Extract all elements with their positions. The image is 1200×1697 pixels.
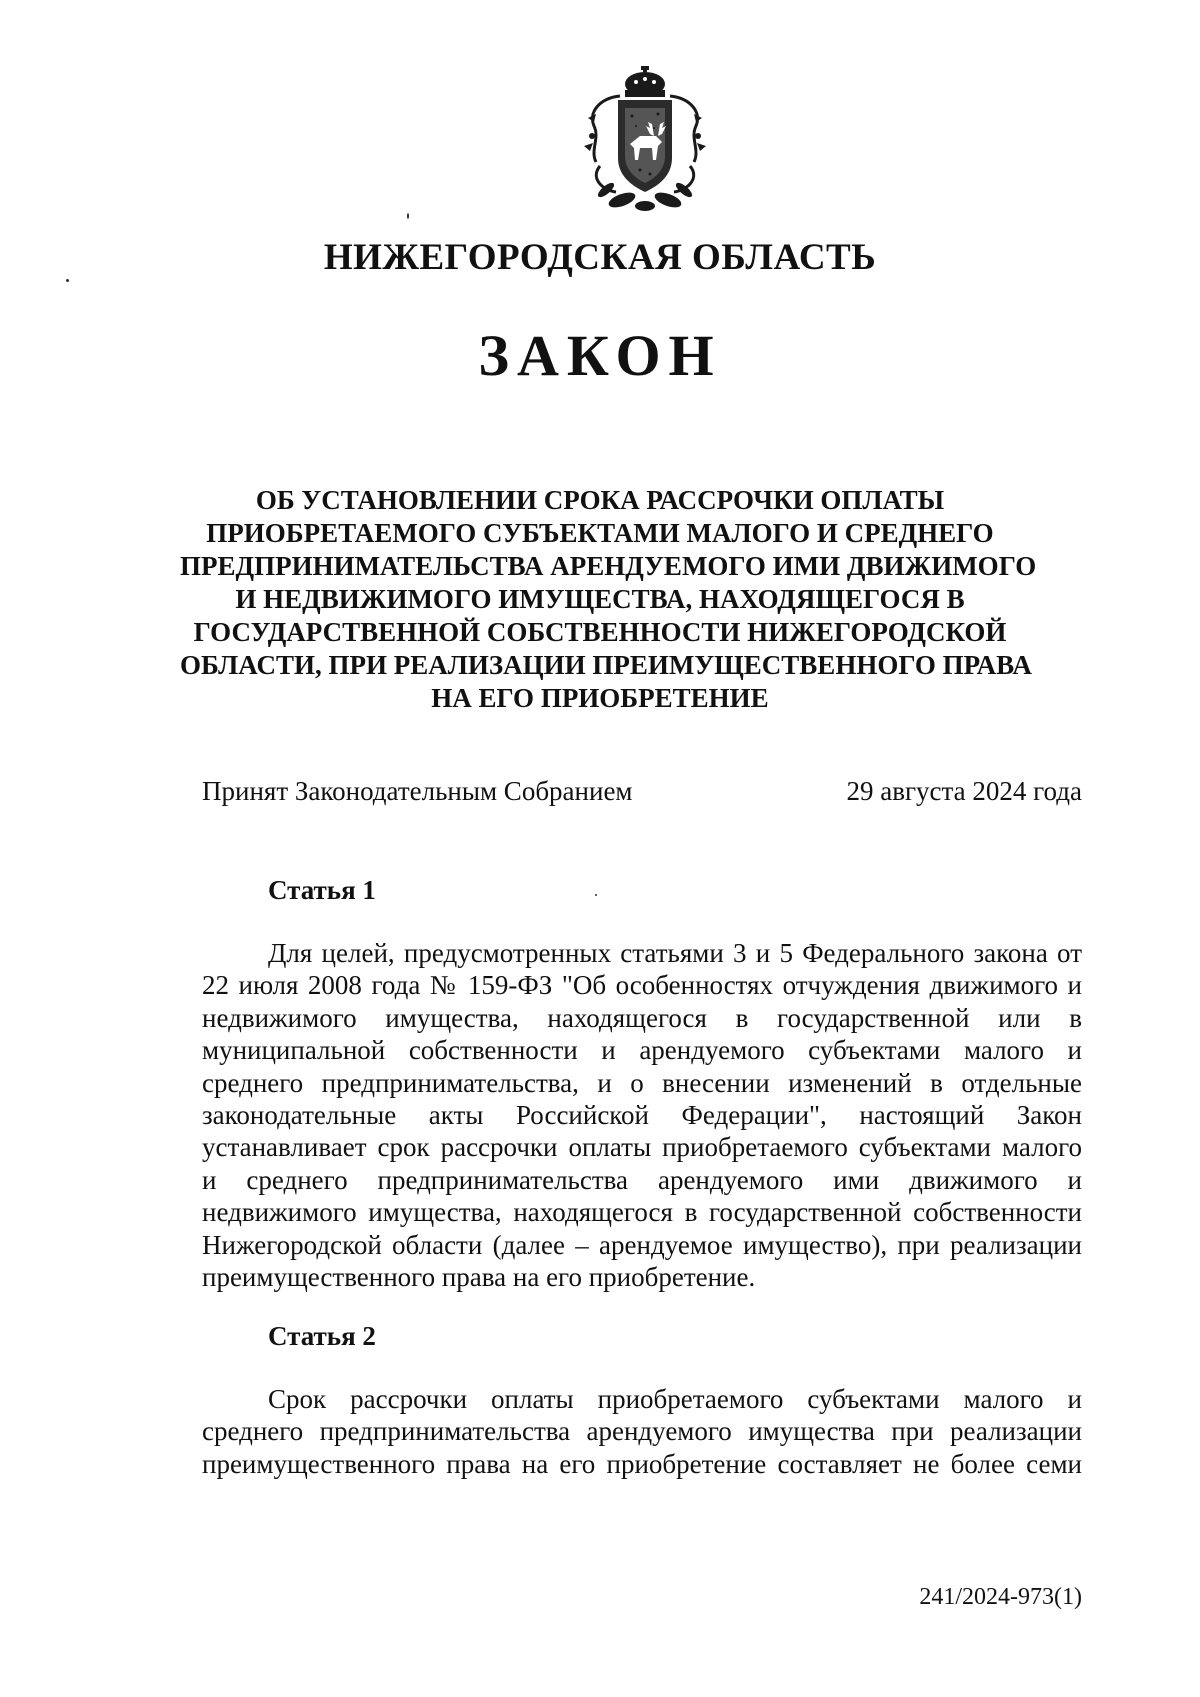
law-title-line: ОБ УСТАНОВЛЕНИИ СРОКА РАССРОЧКИ ОПЛАТЫ — [255, 485, 945, 515]
article-1-heading: Статья 1 — [268, 875, 376, 905]
adoption-text: Принят Законодательным Собранием — [202, 776, 633, 806]
coat-of-arms-emblem — [570, 66, 720, 212]
law-title — [180, 484, 1037, 715]
article-2-line: преимущественного права на его приобретение составляет не более семи — [202, 1448, 1082, 1479]
article-2-heading: Статья 2 — [268, 1321, 376, 1351]
region-title: НИЖЕГОРОДСКАЯ ОБЛАСТЬ — [323, 237, 877, 278]
law-title-line: ПРИОБРЕТАЕМОГО СУБЪЕКТАМИ МАЛОГО И СРЕДНЕГО — [206, 518, 994, 548]
article-1-line: 22 июля 2008 года № 159-ФЗ "Об особенностях отчуждения движимого и — [202, 970, 1082, 1001]
article-1-line: Для целей, предусмотренных статьями 3 и 5 Федерального закона от — [268, 938, 1082, 968]
article-1-line: недвижимого имущества, находящегося в государственной собственности — [202, 1197, 1082, 1228]
law-title-line: ОБЛАСТИ, ПРИ РЕАЛИЗАЦИИ ПРЕИМУЩЕСТВЕННОГО ПРАВА — [180, 650, 1032, 680]
law-title-line: НА ЕГО ПРИОБРЕТЕНИЕ — [431, 683, 769, 713]
law-title-line: ПРЕДПРИНИМАТЕЛЬСТВА АРЕНДУЕМОГО ИМИ ДВИЖИМОГО — [180, 551, 1037, 581]
article-1-text — [202, 937, 1082, 1293]
law-title-line: И НЕДВИЖИМОГО ИМУЩЕСТВА, НАХОДЯЩЕГОСЯ В — [235, 584, 965, 614]
article-1-line: недвижимого имущества, находящегося в государственной или в — [202, 1002, 1082, 1033]
article-1-line: и среднего предпринимательства арендуемого ими движимого и — [202, 1164, 1082, 1195]
article-2-line: Срок рассрочки оплаты приобретаемого субъектами малого и — [268, 1384, 1082, 1414]
article-1-line: Нижегородской области (далее – арендуемое имущество), при реализации — [202, 1229, 1082, 1260]
article-1-line: устанавливает срок рассрочки оплаты приобретаемого субъектами малого — [202, 1132, 1082, 1163]
document-type-title: ЗАКОН — [478, 323, 722, 388]
article-2-text — [202, 1383, 1082, 1480]
scan-speck — [407, 213, 409, 219]
article-1-line: среднего предпринимательства, и о внесении изменений в отдельные — [202, 1067, 1082, 1098]
adoption-date: 29 августа 2024 года — [846, 776, 1082, 806]
article-1-line: законодательные акты Российской Федерации", настоящий Закон — [202, 1099, 1082, 1130]
law-title-line: ГОСУДАРСТВЕННОЙ СОБСТВЕННОСТИ НИЖЕГОРОДСКОЙ — [193, 617, 1007, 647]
scan-speck — [595, 894, 597, 896]
article-1-line: муниципальной собственности и арендуемого субъектами малого и — [202, 1035, 1082, 1066]
article-2-line: среднего предпринимательства арендуемого имущества при реализации — [202, 1416, 1082, 1447]
article-1-line: преимущественного права на его приобретение. — [202, 1261, 756, 1292]
document-registration-number: 241/2024-973(1) — [919, 1584, 1082, 1610]
